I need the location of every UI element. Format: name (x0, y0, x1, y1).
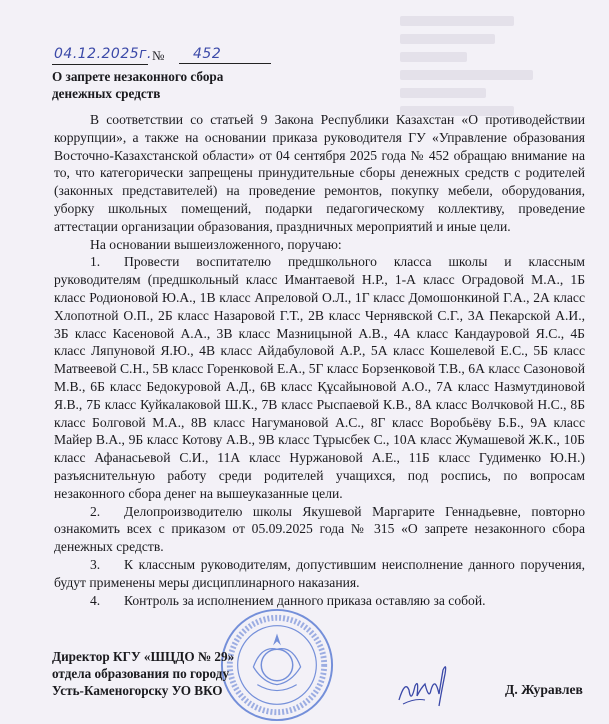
number-sign: № (152, 48, 165, 63)
order-subject (52, 68, 223, 102)
order-item-1 (54, 253, 585, 502)
item-text: Делопроизводителю школы Якушевой Маргарите Геннадьевне, повторно ознакомить всех с приказом от 05.09.2025 года № 315 «О запрете незаконного сбора денежных средств. (54, 503, 585, 555)
signer-title-2: отдела образования по городу (52, 666, 230, 681)
signer-title-1: Директор КГУ «ШЦДО № 29» (52, 649, 235, 664)
item-text: К классным руководителям, допустившим неисполнение данного поручения, будут применены меры дисциплинарного наказания. (54, 556, 585, 590)
signer-title-3: Усть-Каменогорску УО ВКО (52, 683, 223, 698)
subject-line-2: денежных средств (52, 86, 161, 101)
item-number: 3. (90, 556, 101, 572)
bleed-through-text (400, 8, 590, 124)
item-number: 2. (90, 503, 101, 519)
order-header (52, 46, 262, 68)
official-seal-icon (218, 606, 336, 724)
item-number: 1. (90, 254, 101, 270)
instruction-intro: На основании вышеизложенного, поручаю: (90, 236, 342, 252)
order-item-2 (54, 503, 585, 556)
item-text: Провести воспитателю предшкольного класса школы и классным руководителям (предшкольный класс Имантаевой Н.Р., 1-А класс Оградовой М.А., 1Б класс Родионовой Ю.А., 1В класс Апреловой О.Л., 1Г класс Домошонкиной Г.А., 2А класс Хлопотной О.П., 2Б класс Назаровой Г.Т., 2В класс Чернявской С.Г., 3А Пекарской А.И., 3Б класс Касеновой А.А., 3В класс Мазницыной А.В., 4А класс Кандауровой Я.С., 4Б класс Ляпуновой Я.Ю., 4В класс Айдабуловой А.Р., 5А класс Кошелевой Е.С., 5Б класс Матвеевой С.Н., 5В класс Горенковой Е.А., 5Г класс Борзенковой Т.В., 6А класс Сазоновой М.В., 6Б класс Бедокуровой А.Д., 6В класс Құсайыновой А.О., 7А класс Назмутдиновой Я.В., 7Б класс Куйкалаковой Ш.К., 7В класс Рыспаевой К.В., 8А класс Волчковой Н.С., 8Б класс Болговой М.А., 8В класс Нагумановой А.С., 8Г класс Воробьёву Б.Б., 9А класс Майер В.А., 9Б класс Котову А.В., 9В класс Тұрысбек С., 10А класс Жумашевой Ж.К., 10Б класс Афанасьевой С.И., 11А класс Нуржановой А.Е., 11Б класс Гудименко Ю.Н.) разъяснительную работу среди родителей учащихся, под роспись, по вопросам незаконного сбора денег на вышеуказанные цели. (54, 254, 585, 501)
item-number: 4. (90, 592, 101, 608)
item-text: Контроль за исполнением данного приказа оставляю за собой. (124, 592, 486, 608)
signer-name: Д. Журавлев (505, 682, 583, 697)
subject-line-1: О запрете незаконного сбора (52, 69, 224, 84)
handwritten-signature-icon (395, 660, 465, 710)
order-number: 452 (179, 46, 271, 64)
order-date: 04.12.2025г. (52, 46, 148, 65)
order-item-3 (54, 556, 585, 592)
order-body (54, 111, 585, 609)
preamble-paragraph: В соответствии со статьей 9 Закона Республики Казахстан «О противодействии коррупции», а также на основании приказа руководителя ГУ «Управление образования Восточно-Казахстанской области» от 04 сентября 2025 года № 452 обращаю внимание на то, что категорически запрещены принудительные сборы денежных средств с родителей (законных представителей) на проведение ремонтов, покупку мебели, оборудования, уборку школьных помещений, подарки педагогическому коллективу, проведение аттестации организации образования, праздничных мероприятий и иные цели. (54, 112, 585, 234)
signature-block (52, 648, 234, 699)
